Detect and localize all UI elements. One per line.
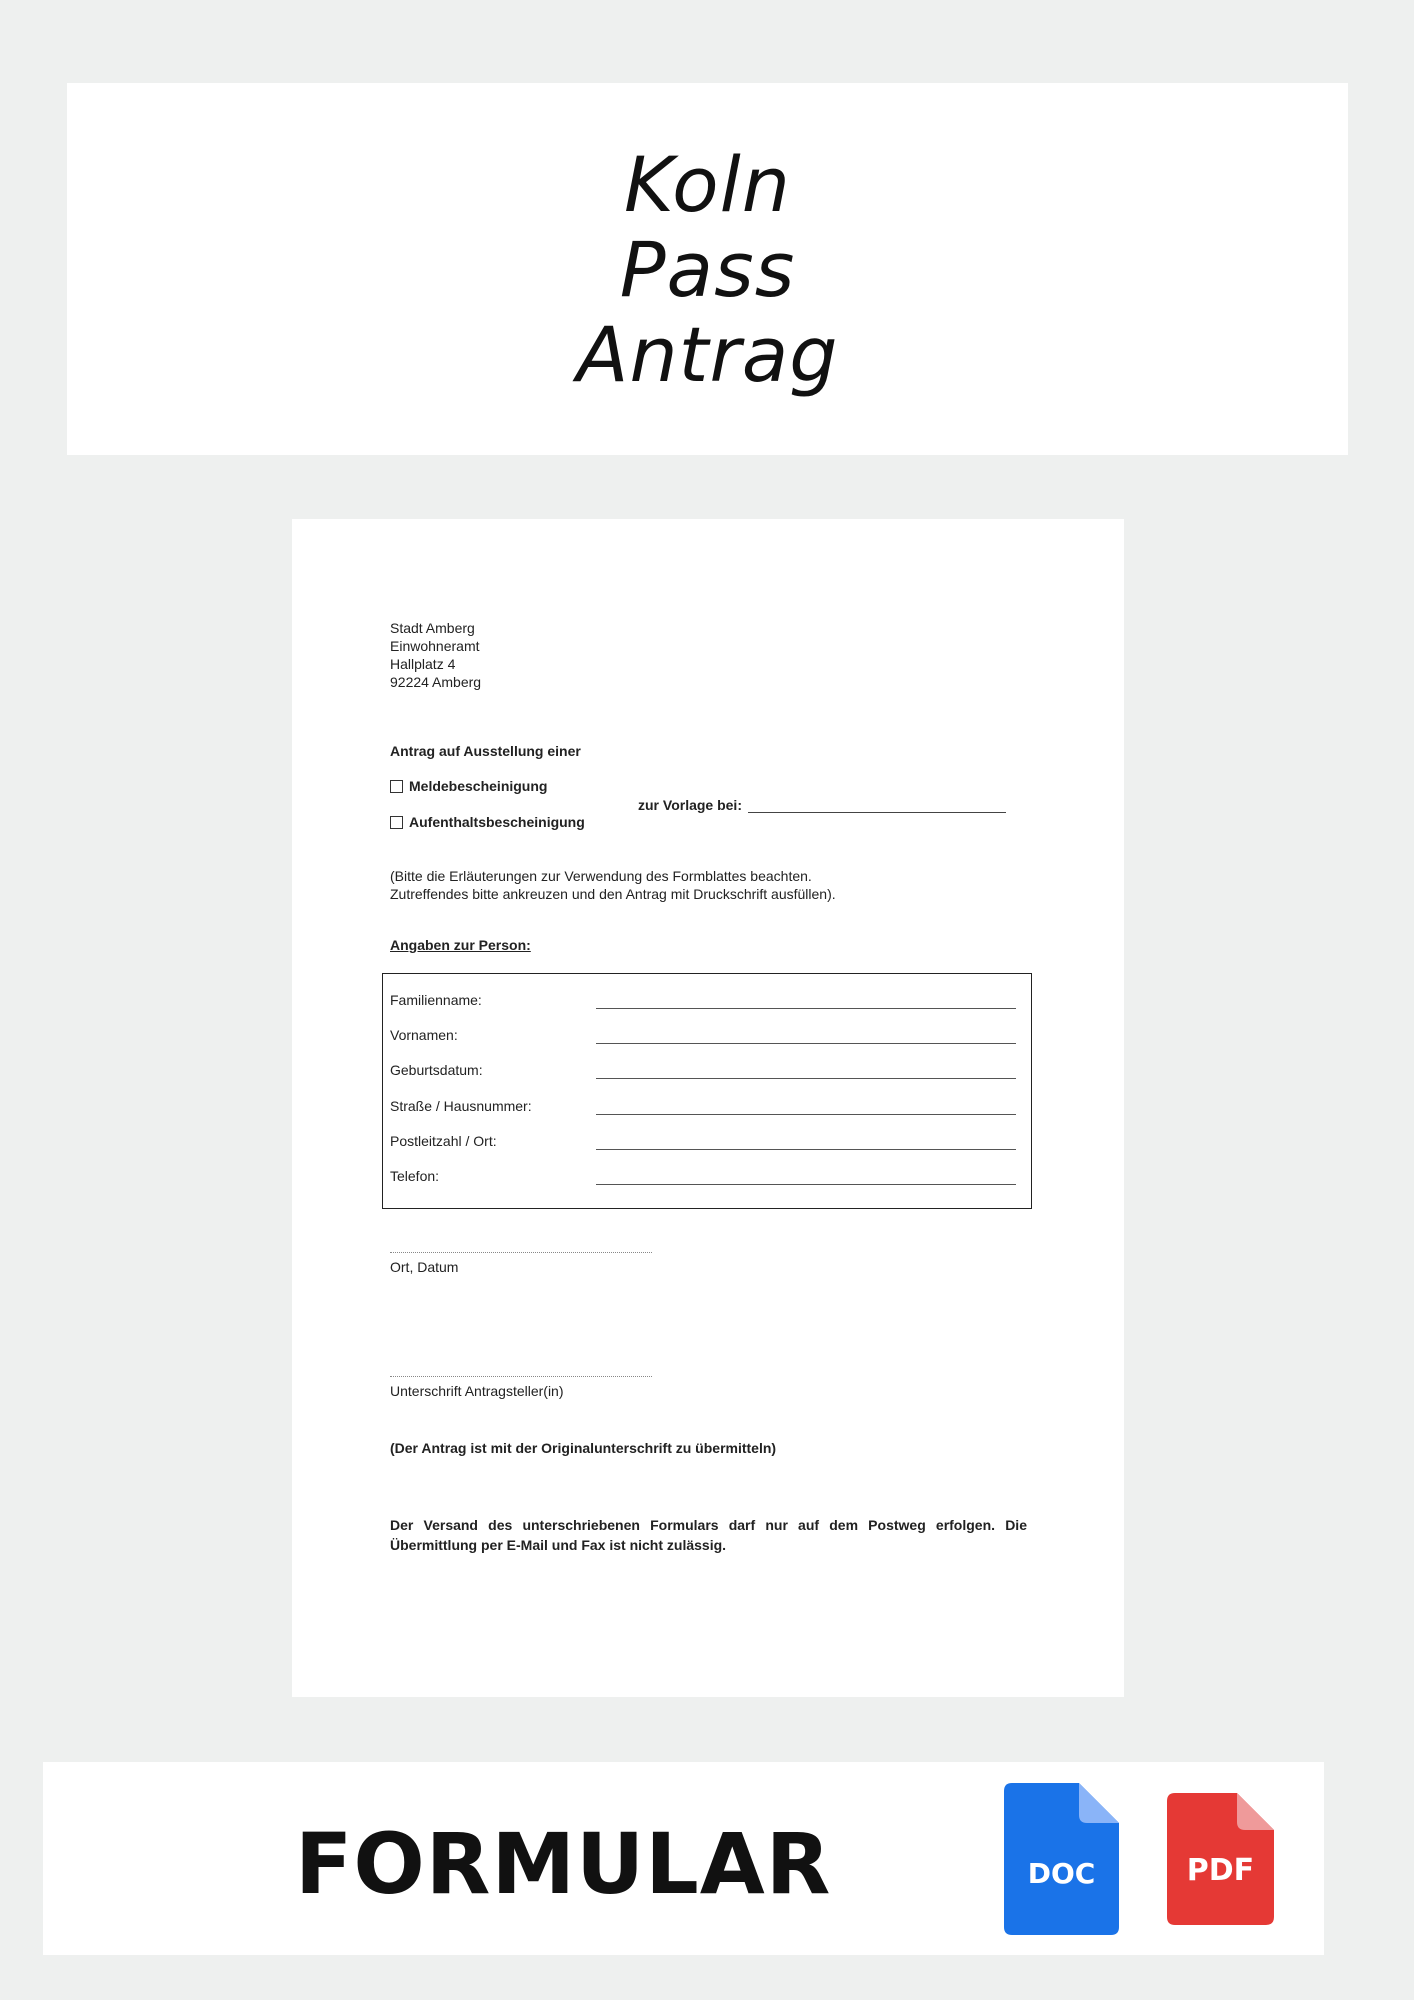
person-fields-box (382, 973, 1032, 1209)
address-line: 92224 Amberg (390, 674, 482, 690)
option-label: Aufenthaltsbescheinigung (409, 814, 585, 830)
title-line-1: Koln (624, 139, 791, 229)
field-label: Telefon: (390, 1168, 440, 1184)
field-strasse[interactable] (390, 1098, 1020, 1118)
signature-label: Unterschrift Antragsteller(in) (390, 1383, 564, 1399)
form-preview (292, 519, 1124, 1697)
option-label: Meldebescheinigung (409, 778, 548, 794)
original-signature-note: (Der Antrag ist mit der Originalunterschrift zu übermitteln) (390, 1440, 777, 1456)
field-label: Postleitzahl / Ort: (390, 1133, 497, 1149)
title-card (67, 83, 1348, 455)
title-line-3: Antrag (576, 309, 839, 399)
address-block (390, 619, 481, 691)
vorlage-field[interactable] (638, 797, 1006, 813)
person-heading: Angaben zur Person: (390, 937, 531, 953)
pdf-icon-label: PDF (1186, 1853, 1255, 1888)
formular-label: FORMULAR (295, 1815, 832, 1913)
address-line: Einwohneramt (390, 638, 480, 654)
checkbox[interactable] (390, 816, 403, 829)
field-familienname[interactable] (390, 992, 1020, 1012)
field-label: Geburtsdatum: (390, 1062, 483, 1078)
field-vornamen[interactable] (390, 1027, 1020, 1047)
address-line: Hallplatz 4 (390, 656, 456, 672)
request-heading: Antrag auf Ausstellung einer (390, 743, 581, 759)
format-card (43, 1762, 1324, 1955)
pdf-file-icon[interactable] (1167, 1793, 1274, 1925)
postal-note: Der Versand des unterschriebenen Formulars darf nur auf dem Postweg erfolgen. Die Übermittlung per E-Mail und Fax ist nicht zulässig. (390, 1517, 1027, 1553)
title-line-2: Pass (619, 224, 796, 314)
checkbox[interactable] (390, 780, 403, 793)
hint-text (390, 867, 836, 903)
hint-line: (Bitte die Erläuterungen zur Verwendung des Formblattes beachten. (390, 868, 812, 884)
field-line[interactable] (596, 1149, 1016, 1150)
field-plz-ort[interactable] (390, 1133, 1020, 1153)
field-telefon[interactable] (390, 1168, 1020, 1188)
field-line[interactable] (596, 1043, 1016, 1044)
vorlage-label: zur Vorlage bei: (638, 797, 742, 813)
option-aufenthaltsbescheinigung[interactable] (390, 814, 585, 830)
doc-file-icon[interactable] (1004, 1783, 1119, 1935)
field-label: Straße / Hausnummer: (390, 1098, 532, 1114)
field-line[interactable] (596, 1008, 1016, 1009)
place-date-label: Ort, Datum (390, 1259, 459, 1275)
field-geburtsdatum[interactable] (390, 1062, 1020, 1082)
field-line[interactable] (596, 1078, 1016, 1079)
place-date-line[interactable] (390, 1252, 652, 1253)
field-line[interactable] (596, 1184, 1016, 1185)
signature-line[interactable] (390, 1376, 652, 1377)
option-meldebescheinigung[interactable] (390, 778, 547, 794)
field-label: Vornamen: (390, 1027, 458, 1043)
doc-icon-label: DOC (1027, 1857, 1096, 1890)
hint-line: Zutreffendes bitte ankreuzen und den Antrag mit Druckschrift ausfüllen). (390, 886, 836, 902)
field-label: Familienname: (390, 992, 482, 1008)
field-line[interactable] (596, 1114, 1016, 1115)
vorlage-line[interactable] (748, 800, 1006, 813)
address-line: Stadt Amberg (390, 620, 475, 636)
